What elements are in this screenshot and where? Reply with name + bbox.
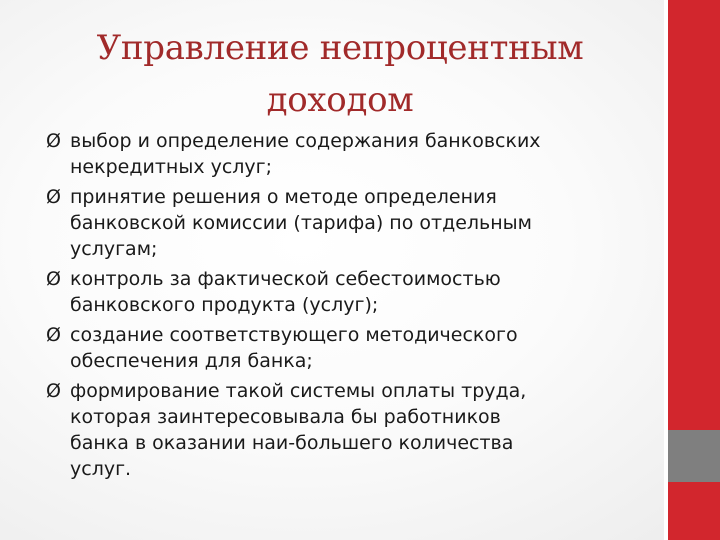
slide-title-line-2: доходом [266, 80, 414, 120]
bullet-item [46, 128, 636, 180]
bullet-text [70, 184, 636, 262]
bullet-item [46, 322, 636, 374]
arrow-bullet-icon: Ø [46, 380, 61, 402]
slide-title [30, 22, 650, 126]
bullet-line: банковского продукта (услуг); [70, 294, 379, 316]
arrow-bullet-icon: Ø [46, 130, 61, 152]
bullet-item [46, 266, 636, 318]
bullet-line: услугам; [70, 238, 158, 260]
arrow-bullet-icon: Ø [46, 186, 61, 208]
arrow-bullet-icon: Ø [46, 324, 61, 346]
bullet-item [46, 184, 636, 262]
side-strip-red-bottom [668, 482, 720, 540]
bullet-line: обеспечения для банка; [70, 350, 313, 372]
bullet-line: банковской комиссии (тарифа) по отдельным [70, 212, 533, 234]
side-strip-divider [664, 0, 668, 540]
bullet-item [46, 378, 636, 482]
bullet-line: принятие решения о методе определения [70, 186, 497, 208]
side-strip-gray [668, 430, 720, 482]
side-strip-red [668, 0, 720, 430]
bullet-line: услуг. [70, 458, 132, 480]
bullet-text [70, 378, 636, 482]
arrow-bullet-icon: Ø [46, 268, 61, 290]
bullet-text [70, 128, 636, 180]
bullet-line: создание соответствующего методического [70, 324, 518, 346]
bullet-line: банка в оказании наи-большего количества [70, 432, 514, 454]
bullet-line: выбор и определение содержания банковских [70, 130, 541, 152]
bullet-list [46, 128, 636, 486]
bullet-text [70, 266, 636, 318]
bullet-line: формирование такой системы оплаты труда, [70, 380, 527, 402]
bullet-line: которая заинтересовывала бы работников [70, 406, 501, 428]
bullet-line: контроль за фактической себестоимостью [70, 268, 501, 290]
bullet-text [70, 322, 636, 374]
slide-title-line-1: Управление непроцентным [96, 28, 584, 68]
bullet-line: некредитных услуг; [70, 156, 273, 178]
